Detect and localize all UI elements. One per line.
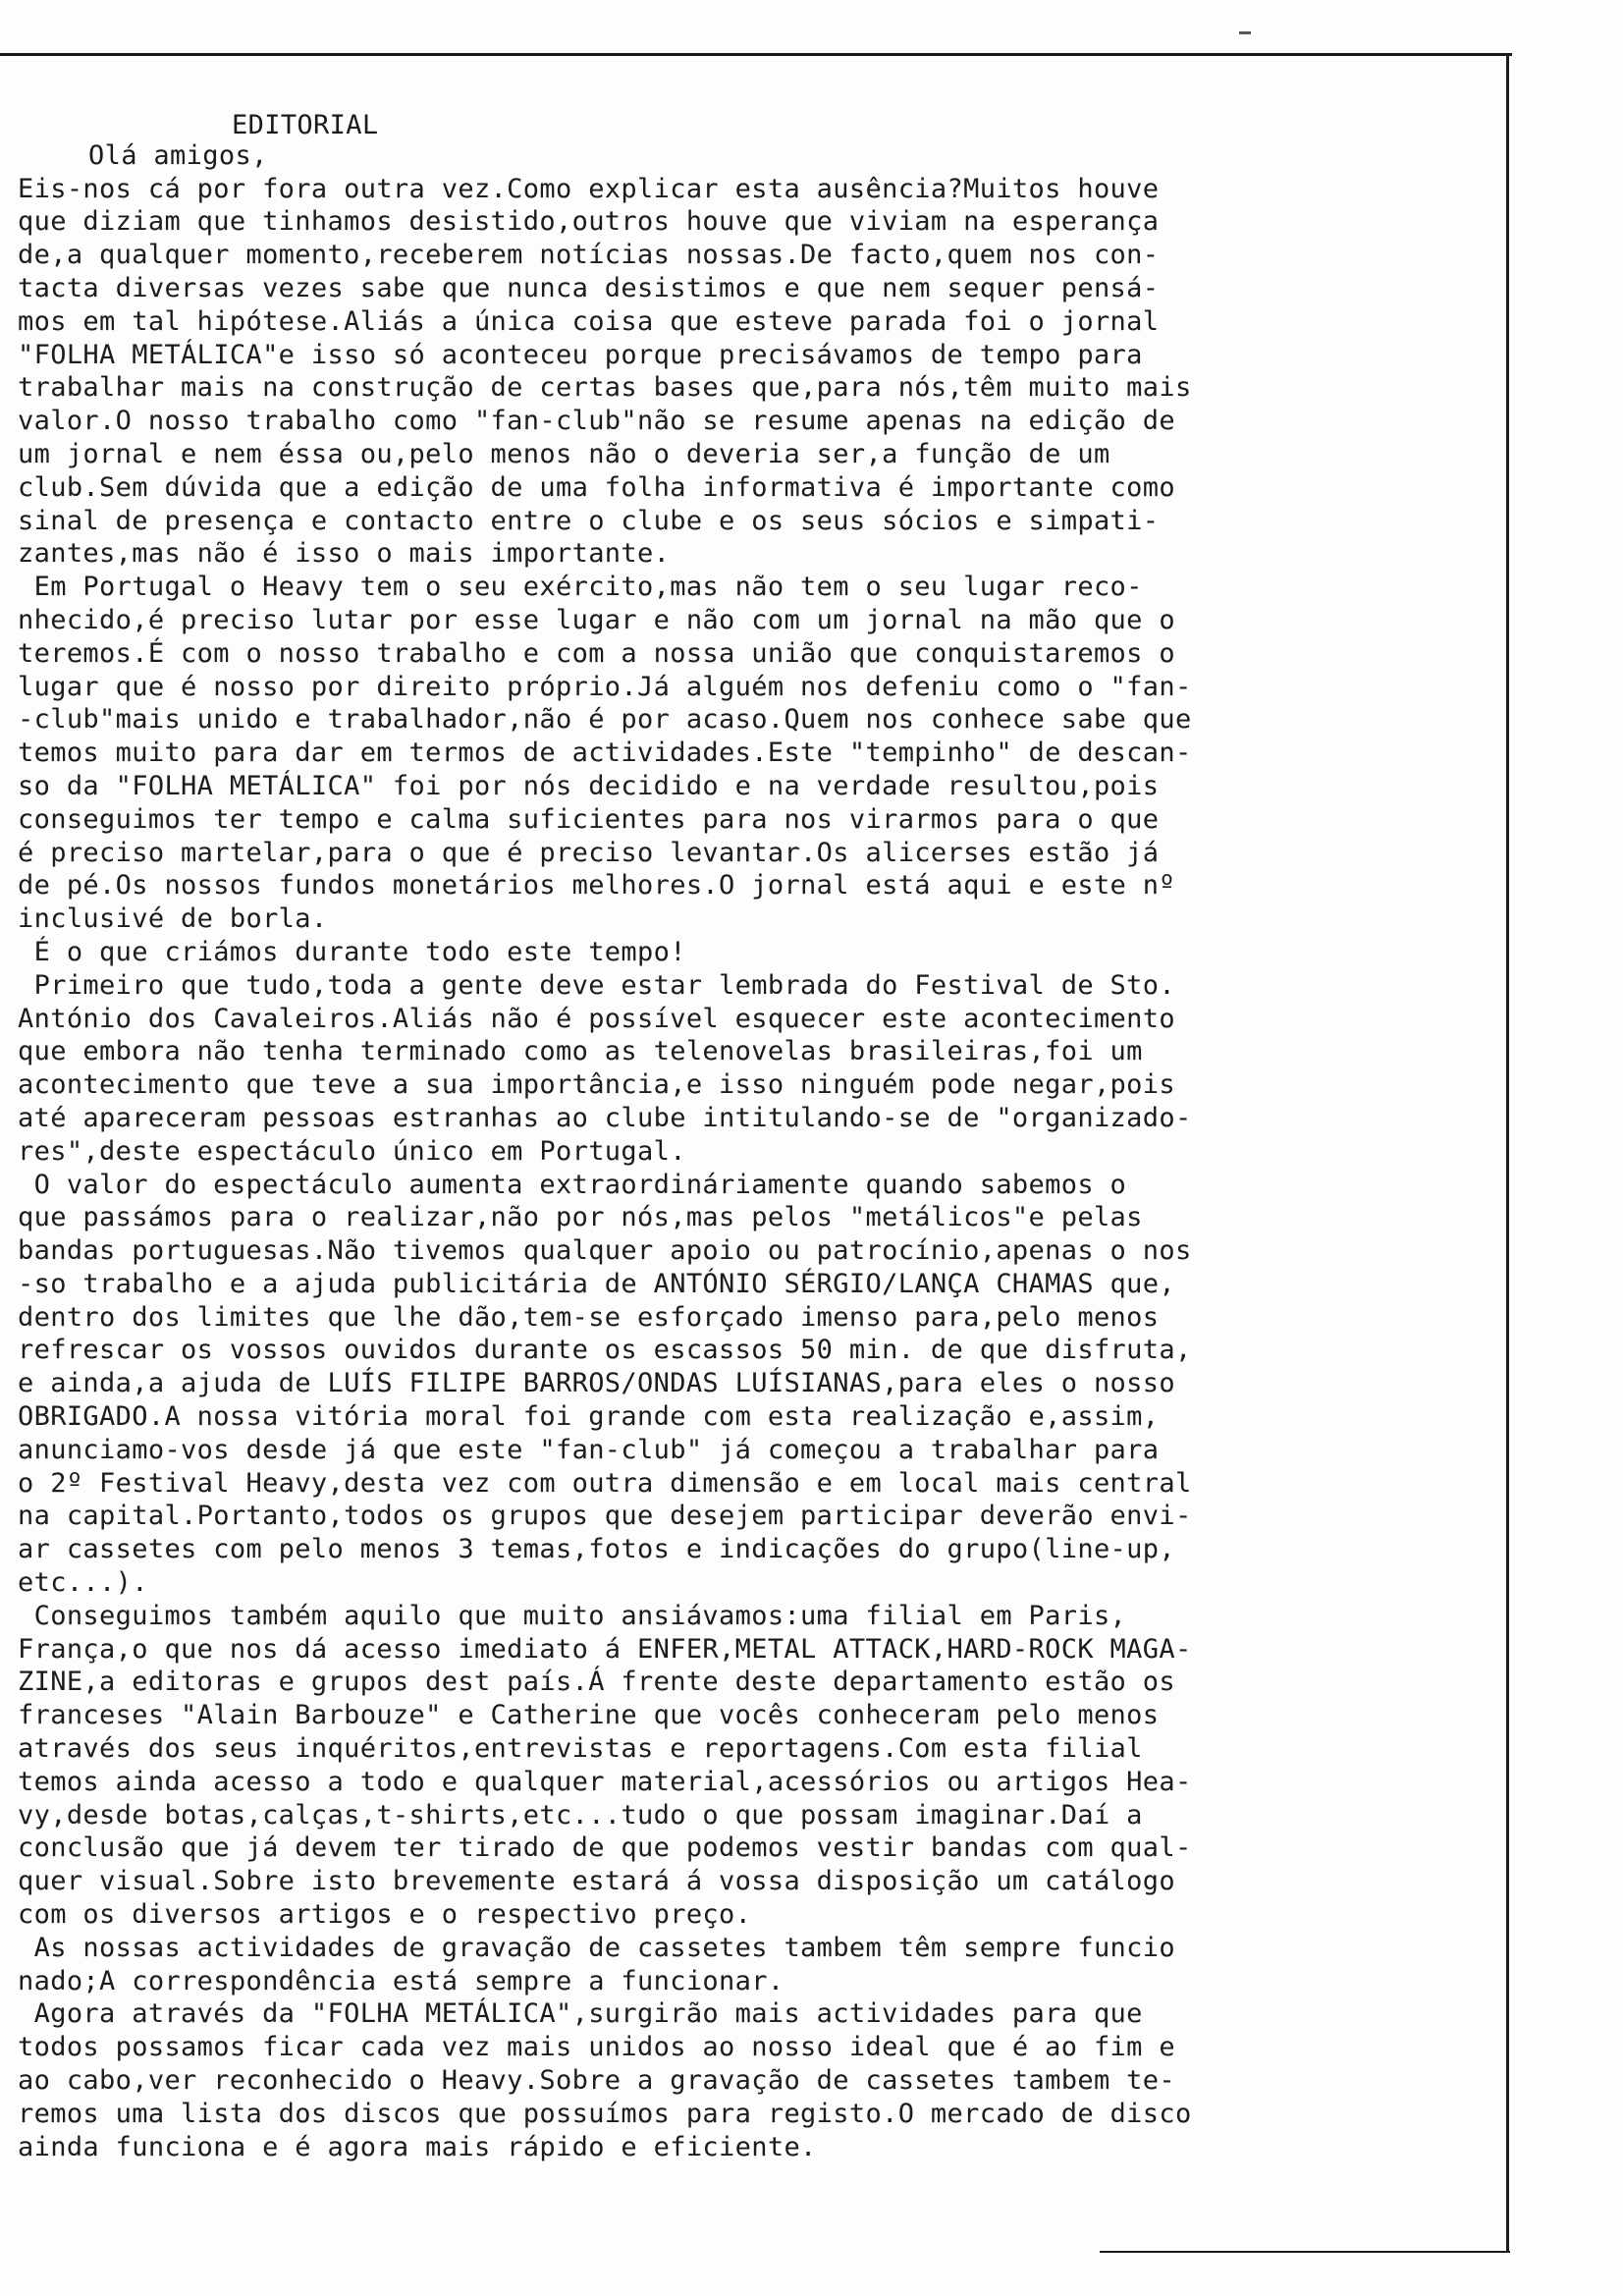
text-line: e ainda,a ajuda de LUÍS FILIPE BARROS/ONDAS LUÍSIANAS,para eles o nosso (18, 1368, 1175, 1399)
text-line: so da "FOLHA METÁLICA" foi por nós decidido e na verdade resultou,pois (18, 770, 1160, 801)
text-line: club.Sem dúvida que a edição de uma folha informativa é importante como (18, 471, 1175, 503)
text-line: nado;A correspondência está sempre a funcionar. (18, 1965, 784, 1996)
text-line: franceses "Alain Barbouze" e Catherine que vocês conheceram pelo menos (18, 1700, 1160, 1731)
text-line: todos possamos ficar cada vez mais unidos ao nosso ideal que é ao fim e (18, 2032, 1175, 2063)
text-line: inclusivé de borla. (18, 903, 328, 935)
text-line: de,a qualquer momento,receberem notícias nossas.De facto,quem nos con- (18, 240, 1160, 271)
text-line: teremos.É com o nosso trabalho e com a nossa união que conquistaremos o (18, 637, 1175, 669)
text-line: um jornal e nem éssa ou,pelo menos não o deveria ser,a função de um (18, 438, 1110, 469)
frame-border-bottom (1100, 2251, 1510, 2253)
text-line: ao cabo,ver reconhecido o Heavy.Sobre a gravação de cassetes tambem te- (18, 2065, 1175, 2097)
text-line: conseguimos ter tempo e calma suficientes para nos virarmos para o que (18, 803, 1160, 835)
text-line: -so trabalho e a ajuda publicitária de ANTÓNIO SÉRGIO/LANÇA CHAMAS que, (18, 1268, 1175, 1299)
text-line: através dos seus inquéritos,entrevistas e reportagens.Com esta filial (18, 1733, 1143, 1765)
text-line: Em Portugal o Heavy tem o seu exército,mas não tem o seu lugar reco- (18, 572, 1143, 603)
text-line: temos ainda acesso a todo e qualquer material,acessórios ou artigos Hea- (18, 1766, 1192, 1797)
text-line: etc...). (18, 1567, 148, 1599)
editorial-body (18, 106, 1502, 2163)
text-line: res",deste espectáculo único em Portugal. (18, 1135, 686, 1167)
text-line: é preciso martelar,para o que é preciso levantar.Os alicerses estão já (18, 837, 1160, 868)
text-line: bandas portuguesas.Não tivemos qualquer apoio ou patrocínio,apenas o nos (18, 1235, 1192, 1267)
text-line: ainda funciona e é agora mais rápido e eficiente. (18, 2131, 817, 2162)
text-line: acontecimento que teve a sua importância,e isso ninguém pode negar,pois (18, 1069, 1175, 1101)
text-line: ZINE,a editoras e grupos dest país.Á frente deste departamento estão os (18, 1667, 1175, 1698)
text-line: que embora não tenha terminado como as telenovelas brasileiras,foi um (18, 1036, 1143, 1067)
text-line: quer visual.Sobre isto brevemente estará á vossa disposição um catálogo (18, 1866, 1175, 1897)
text-line: valor.O nosso trabalho como "fan-club"não se resume apenas na edição de (18, 406, 1175, 437)
editorial-title: EDITORIAL (232, 110, 379, 140)
text-line: que passámos para o realizar,não por nós,mas pelos "metálicos"e pelas (18, 1202, 1143, 1233)
text-line: António dos Cavaleiros.Aliás não é possível esquecer este acontecimento (18, 1003, 1175, 1034)
text-line: anunciamo-vos desde já que este "fan-club" já começou a trabalhar para (18, 1434, 1160, 1465)
text-line: sinal de presença e contacto entre o clube e os seus sócios e simpati- (18, 505, 1160, 536)
text-line: na capital.Portanto,todos os grupos que desejem participar deverão envi- (18, 1501, 1192, 1532)
frame-border-top (0, 53, 1512, 56)
text-line: OBRIGADO.A nossa vitória moral foi grande com esta realização e,assim, (18, 1401, 1160, 1433)
greeting: Olá amigos, (88, 139, 268, 171)
text-line: refrescar os vossos ouvidos durante os escassos 50 min. de que disfruta, (18, 1335, 1192, 1366)
text-line: dentro dos limites que lhe dão,tem-se esforçado imenso para,pelo menos (18, 1301, 1160, 1333)
text-line: de pé.Os nossos fundos monetários melhores.O jornal está aqui e este nº (18, 870, 1175, 902)
text-line: com os diversos artigos e o respectivo preço. (18, 1899, 752, 1931)
text-line: Agora através da "FOLHA METÁLICA",surgirão mais actividades para que (18, 1998, 1143, 2030)
text-line: Conseguimos também aquilo que muito ansiávamos:uma filial em Paris, (18, 1600, 1127, 1631)
text-line: temos muito para dar em termos de actividades.Este "tempinho" de descan- (18, 738, 1192, 769)
text-line: lugar que é nosso por direito próprio.Já alguém nos defeniu como o "fan- (18, 671, 1192, 702)
text-line: mos em tal hipótese.Aliás a única coisa que esteve parada foi o jornal (18, 305, 1160, 337)
text-line: ar cassetes com pelo menos 3 temas,fotos e indicações do grupo(line-up, (18, 1534, 1175, 1565)
text-line: tacta diversas vezes sabe que nunca desistimos e que nem sequer pensá- (18, 272, 1160, 303)
text-line: É o que criámos durante todo este tempo! (18, 936, 686, 967)
text-line: França,o que nos dá acesso imediato á ENFER,METAL ATTACK,HARD-ROCK MAGA- (18, 1633, 1192, 1665)
text-line: que diziam que tinhamos desistido,outros houve que viviam na esperança (18, 206, 1160, 238)
text-line: vy,desde botas,calças,t-shirts,etc...tudo o que possam imaginar.Daí a (18, 1799, 1143, 1831)
text-line: zantes,mas não é isso o mais importante. (18, 538, 671, 570)
text-line: "FOLHA METÁLICA"e isso só aconteceu porque precisávamos de tempo para (18, 339, 1143, 370)
text-line: remos uma lista dos discos que possuímos para registo.O mercado de disco (18, 2098, 1192, 2129)
text-line: até apareceram pessoas estranhas ao clube intitulando-se de "organizado- (18, 1102, 1192, 1133)
text-line: O valor do espectáculo aumenta extraordináriamente quando sabemos o (18, 1169, 1127, 1200)
body-lines (18, 173, 1502, 2164)
frame-border-right (1506, 53, 1509, 2253)
text-line: o 2º Festival Heavy,desta vez com outra dimensão e em local mais central (18, 1467, 1192, 1499)
text-line: conclusão que já devem ter tirado de que podemos vestir bandas com qual- (18, 1832, 1192, 1864)
text-line: As nossas actividades de gravação de cassetes tambem têm sempre funcio (18, 1932, 1175, 1963)
text-line: Eis-nos cá por fora outra vez.Como explicar esta ausência?Muitos houve (18, 173, 1160, 204)
text-line: -club"mais unido e trabalhador,não é por acaso.Quem nos conhece sabe que (18, 704, 1192, 736)
text-line: Primeiro que tudo,toda a gente deve estar lembrada do Festival de Sto. (18, 969, 1175, 1001)
text-line: trabalhar mais na construção de certas bases que,para nós,têm muito mais (18, 372, 1192, 404)
text-line: nhecido,é preciso lutar por esse lugar e não com um jornal na mão que o (18, 604, 1175, 635)
ink-speck (1239, 31, 1251, 34)
